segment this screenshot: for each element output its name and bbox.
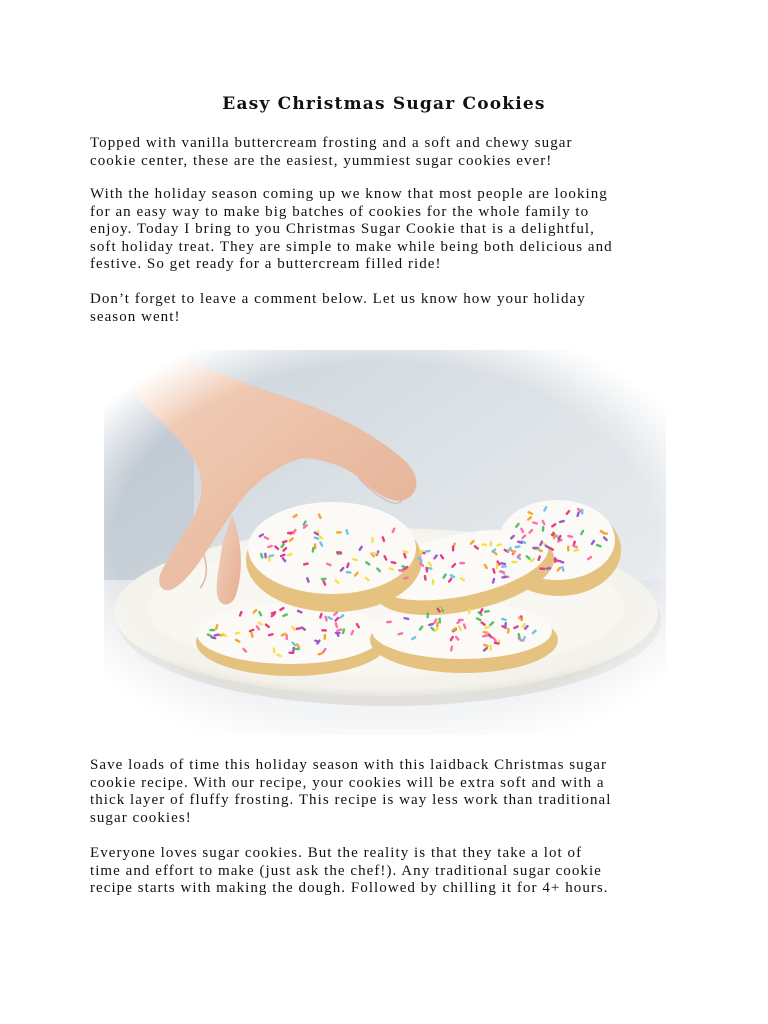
- sprinkle: [372, 552, 378, 555]
- sprinkle: [452, 546, 455, 552]
- sprinkle: [346, 571, 352, 574]
- sprinkle: [581, 509, 583, 515]
- paragraph-everyone-loves: Everyone loves sugar cookies. But the reality is that they take a lot of time and effort to make (just ask the chef!). Any traditional sugar cookie recipe starts with making the dough. Followed by chilling it for 4+ hours.: [90, 845, 609, 897]
- sprinkle: [371, 537, 374, 543]
- sprinkle: [459, 562, 465, 565]
- cookie-held: [246, 502, 422, 612]
- sprinkle: [336, 551, 342, 554]
- sprinkle: [335, 632, 341, 635]
- paragraph-holiday-season: With the holiday season coming up we know that most people are looking for an easy way to make big batches of cookies for the whole family to enjoy. Today I bring to you Christmas Sugar Cookie that is a delightful, soft holiday treat. They are simple to make while being both delicious and festive. So get ready for a buttercream filled ride!: [90, 186, 613, 273]
- sprinkle: [567, 545, 570, 551]
- sprinkle: [489, 541, 492, 547]
- sprinkle: [321, 629, 327, 632]
- cookie-front-right: [370, 603, 558, 673]
- sprinkle: [539, 567, 545, 570]
- sprinkle: [287, 532, 293, 535]
- cookie-front-left: [196, 604, 388, 676]
- sprinkle: [294, 648, 300, 651]
- sprinkle: [458, 619, 464, 622]
- sprinkle: [288, 651, 294, 654]
- sprinkle: [489, 645, 492, 651]
- sprinkle: [273, 647, 276, 653]
- sprinkle: [285, 634, 288, 640]
- sprinkle: [209, 629, 215, 632]
- sprinkle: [432, 579, 435, 585]
- sprinkle: [507, 628, 510, 634]
- sprinkle: [511, 561, 517, 563]
- paragraph-intro: Topped with vanilla buttercream frosting and a soft and chewy sugar cookie center, these are the easiest, yummiest sugar cookies ever!: [90, 135, 573, 169]
- paragraph-comment-request: Don’t forget to leave a comment below. Let us know how your holiday season went!: [90, 291, 586, 325]
- cookies-photo: [104, 350, 666, 735]
- sprinkle: [324, 634, 327, 640]
- sprinkle: [336, 531, 342, 533]
- cookies-illustration: [104, 350, 666, 735]
- sprinkle: [468, 608, 471, 614]
- paragraph-save-time: Save loads of time this holiday season with this laidback Christmas sugar cookie recipe. With our recipe, your cookies will be extra soft and with a thick layer of fluffy frosting. This recipe is way less work than traditional sugar cookies!: [90, 757, 612, 826]
- document-title: Easy Christmas Sugar Cookies: [222, 94, 546, 114]
- sprinkle: [532, 547, 538, 549]
